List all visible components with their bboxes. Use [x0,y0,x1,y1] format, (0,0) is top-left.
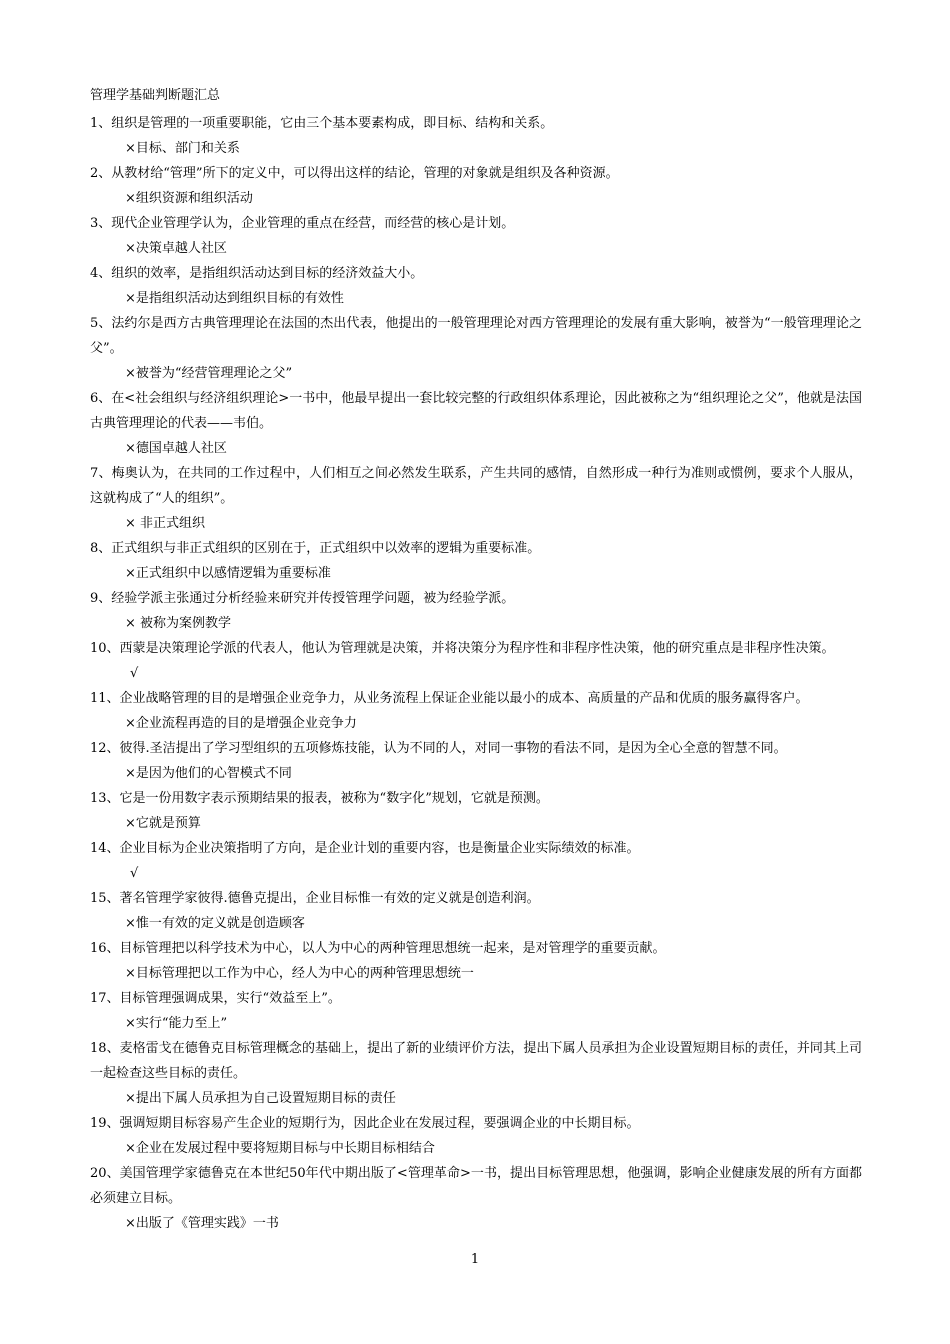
question-text: 5、法约尔是西方古典管理理论在法国的杰出代表，他提出的一般管理理论对西方管理理论的发展有重大影响，被誉为“一般管理理论之父”。 [90,316,862,356]
question-text: 4、组织的效率，是指组织活动达到目标的经济效益大小。 [90,266,424,281]
answer-text: ×是因为他们的心智模式不同 [125,766,292,781]
answer-text: ×它就是预算 [125,816,201,831]
question-text: 11、企业战略管理的目的是增强企业竞争力，从业务流程上保证企业能以最小的成本、高质量的产品和优质的服务赢得客户。 [90,691,809,706]
question-text: 14、企业目标为企业决策指明了方向，是企业计划的重要内容，也是衡量企业实际绩效的标准。 [90,841,640,856]
answer-text: ×提出下属人员承担为自己设置短期目标的责任 [125,1091,396,1106]
question-text: 2、从教材给“管理”所下的定义中，可以得出这样的结论，管理的对象就是组织及各种资源。 [90,166,619,181]
answer-text: × 非正式组织 [125,516,206,531]
answer-text: × 被称为案例教学 [125,616,232,631]
document-page [90,86,862,1236]
question-text: 17、目标管理强调成果，实行“效益至上”。 [90,991,341,1006]
question-text: 9、经验学派主张通过分析经验来研究并传授管理学问题，被为经验学派。 [90,591,515,606]
question-text: 13、它是一份用数字表示预期结果的报表，被称为“数字化”规划，它就是预测。 [90,791,549,806]
question-text: 19、强调短期目标容易产生企业的短期行为，因此企业在发展过程，要强调企业的中长期目标。 [90,1116,640,1131]
page-number: 1 [470,1252,480,1267]
answer-text: ×目标管理把以工作为中心，经人为中心的两种管理思想统一 [125,966,474,981]
question-text: 6、在<社会组织与经济组织理论>一书中，他最早提出一套比较完整的行政组织体系理论，因此被称之为“组织理论之父”，他就是法国古典管理理论的代表——韦伯。 [90,391,862,431]
answer-text: ×目标、部门和关系 [125,141,240,156]
question-text: 10、西蒙是决策理论学派的代表人，他认为管理就是决策，并将决策分为程序性和非程序性决策，他的研究重点是非程序性决策。 [90,641,835,656]
document-title: 管理学基础判断题汇总 [90,88,221,103]
answer-text: ×德国卓越人社区 [125,441,227,456]
answer-text: √ [130,866,139,881]
answer-text: ×企业流程再造的目的是增强企业竞争力 [125,716,357,731]
question-text: 18、麦格雷戈在德鲁克目标管理概念的基础上，提出了新的业绩评价方法，提出下属人员承担为企业设置短期目标的责任，并同其上司一起检查这些目标的责任。 [90,1041,862,1081]
answer-text: ×是指组织活动达到组织目标的有效性 [125,291,344,306]
answer-text: ×正式组织中以感情逻辑为重要标准 [125,566,331,581]
answer-text: ×决策卓越人社区 [125,241,227,256]
answer-text: ×组织资源和组织活动 [125,191,253,206]
question-list [90,111,862,1236]
question-text: 16、目标管理把以科学技术为中心，以人为中心的两种管理思想统一起来，是对管理学的重要贡献。 [90,941,666,956]
answer-text: ×出版了《管理实践》一书 [125,1216,279,1231]
answer-text: ×实行“能力至上” [125,1016,228,1031]
answer-text: √ [130,666,139,681]
answer-text: ×企业在发展过程中要将短期目标与中长期目标相结合 [125,1141,435,1156]
question-text: 1、组织是管理的一项重要职能，它由三个基本要素构成，即目标、结构和关系。 [90,116,554,131]
answer-text: ×惟一有效的定义就是创造顾客 [125,916,305,931]
question-text: 20、美国管理学家德鲁克在本世纪50年代中期出版了<管理革命>一书，提出目标管理思想，他强调，影响企业健康发展的所有方面都必须建立目标。 [90,1166,862,1206]
question-text: 12、彼得.圣洁提出了学习型组织的五项修炼技能，认为不同的人，对同一事物的看法不同，是因为全心全意的智慧不同。 [90,741,787,756]
question-text: 15、著名管理学家彼得.德鲁克提出，企业目标惟一有效的定义就是创造利润。 [90,891,540,906]
answer-text: ×被誉为“经营管理理论之父” [125,366,293,381]
question-text: 8、正式组织与非正式组织的区别在于，正式组织中以效率的逻辑为重要标准。 [90,541,541,556]
question-text: 7、梅奥认为，在共同的工作过程中，人们相互之间必然发生联系，产生共同的感情，自然形成一种行为准则或惯例，要求个人服从，这就构成了“人的组织”。 [90,466,862,506]
question-text: 3、现代企业管理学认为，企业管理的重点在经营，而经营的核心是计划。 [90,216,515,231]
